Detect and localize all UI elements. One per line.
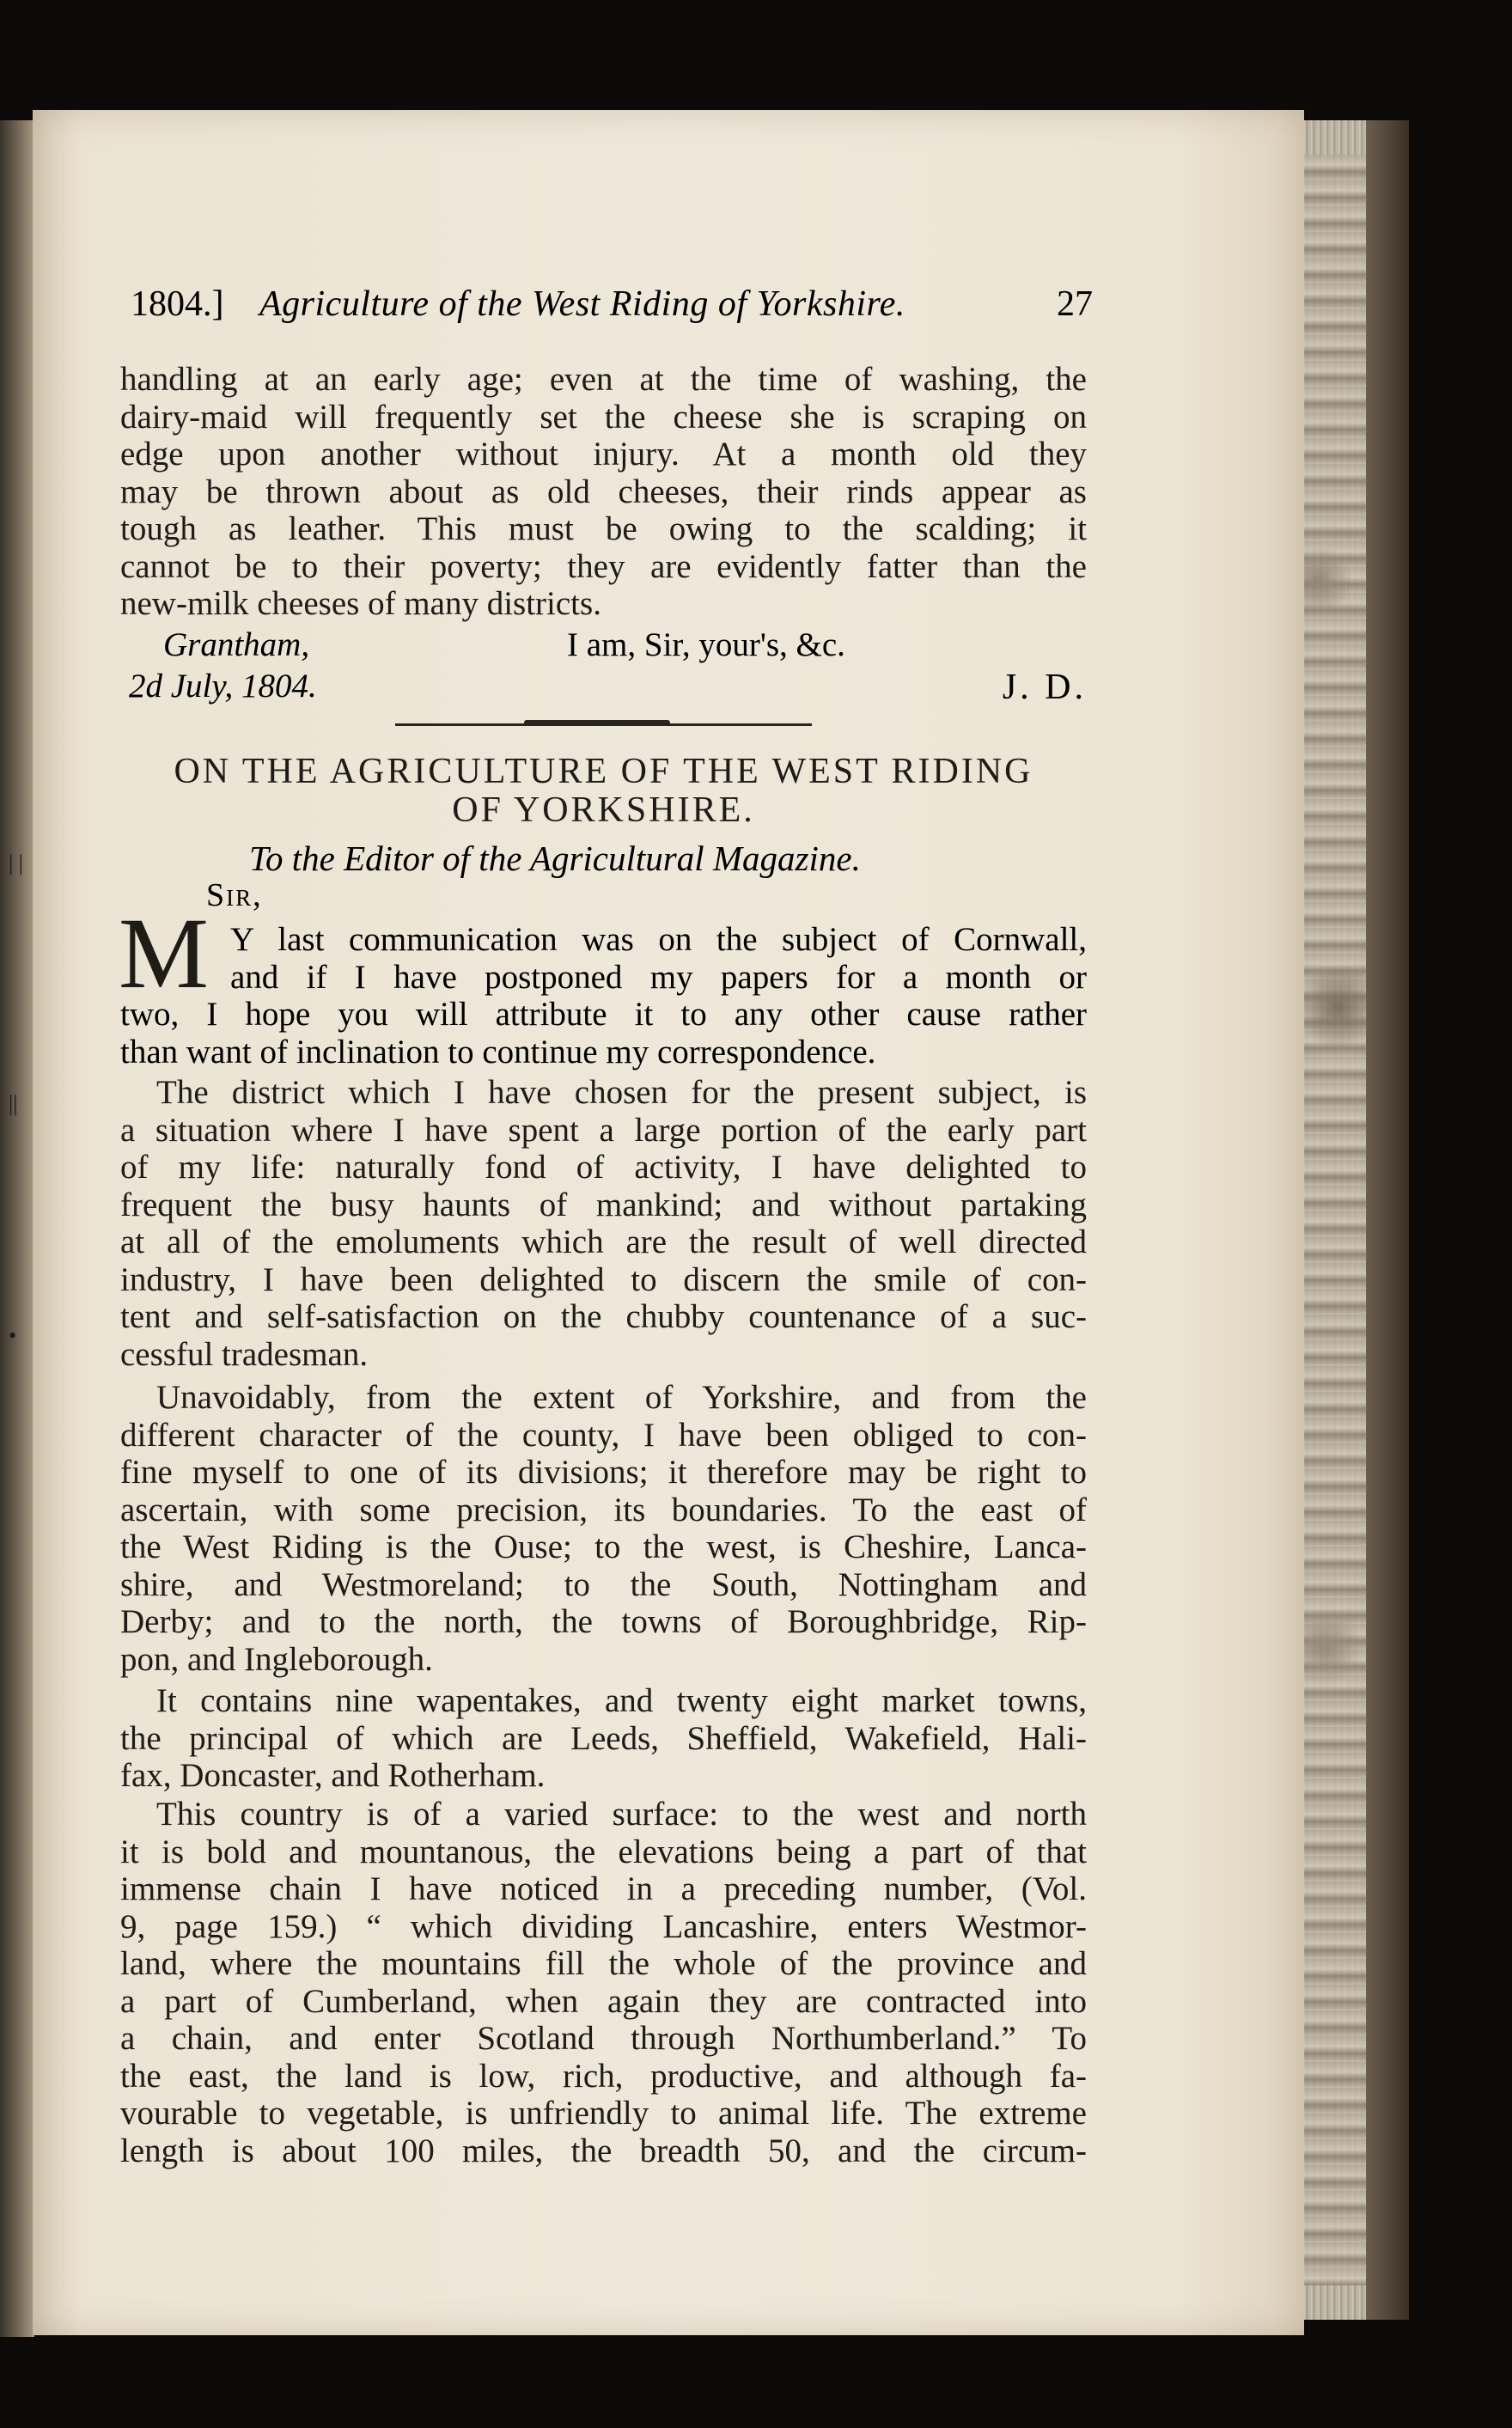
text-line: dairy-maid will frequently set the cheese she is scraping on: [120, 398, 1087, 436]
text-line: handling at an early age; even at the time of washing, the: [120, 361, 1087, 398]
text-line: cessful tradesman.: [120, 1335, 369, 1373]
text-line: It contains nine wapentakes, and twenty eight market towns,: [156, 1682, 1087, 1719]
paragraph-2: [120, 1074, 1087, 1373]
text-line: Derby; and to the north, the towns of Boroughbridge, Rip-: [120, 1603, 1087, 1640]
text-line: industry, I have been delighted to discern the smile of con-: [120, 1260, 1087, 1298]
text-line: Unavoidably, from the extent of Yorkshire, and from the: [156, 1379, 1087, 1416]
text-line: new-milk cheeses of many districts.: [120, 585, 601, 622]
text-line: than want of inclination to continue my correspondence.: [120, 1033, 876, 1071]
paragraph-4: [120, 1682, 1087, 1795]
text-line: length is about 100 miles, the breadth 50, and the circum-: [120, 2132, 1087, 2169]
running-title: Agriculture of the West Riding of Yorkshire.: [259, 284, 905, 324]
text-line: two, I hope you will attribute it to any other cause rather: [120, 996, 1087, 1033]
text-line: at all of the emoluments which are the result of well directed: [120, 1223, 1087, 1260]
greeting: Sir,: [206, 877, 263, 913]
text-line: may be thrown about as old cheeses, their rinds appear as: [120, 473, 1087, 510]
text-line: land, where the mountains fill the whole of the province and: [120, 1945, 1087, 1982]
text-line: This country is of a varied surface: to the west and north: [156, 1796, 1087, 1833]
page-number: 27: [1057, 284, 1093, 324]
margin-mark: ||: [9, 1091, 18, 1116]
text-line: tough as leather. This must be owing to the scalding; it: [120, 510, 1087, 547]
text-line: Y last communication was on the subject of Cornwall,: [230, 921, 1087, 958]
signature-row-2: [120, 667, 1087, 706]
text-line: the east, the land is low, rich, productive, and although fa-: [120, 2057, 1087, 2095]
text-line: fine myself to one of its divisions; it therefore may be right to: [120, 1454, 1087, 1491]
text-line: a situation where I have spent a large portion of the early part: [120, 1111, 1087, 1149]
running-header: [131, 284, 1093, 335]
paragraph-1: [120, 921, 1087, 1071]
text-line: a part of Cumberland, when again they are contracted into: [120, 1982, 1087, 2020]
text-line: pon, and Ingleborough.: [120, 1640, 433, 1678]
text-line: tent and self-satisfaction on the chubby countenance of a suc-: [120, 1298, 1087, 1335]
signature-salutation: I am, Sir, your's, &c.: [567, 626, 845, 663]
text-line: ascertain, with some precision, its boundaries. To the east of: [120, 1491, 1087, 1528]
margin-mark: | |: [9, 851, 23, 875]
text-line: cannot be to their poverty; they are evidently fatter than the: [120, 547, 1087, 585]
text-line: different character of the county, I have been obliged to con-: [120, 1416, 1087, 1454]
paragraph-3: [120, 1379, 1087, 1678]
article-heading-line-2: OF YORKSHIRE.: [452, 790, 755, 830]
signature-date: 2d July, 1804.: [129, 668, 317, 705]
text-line: 9, page 159.) “ which dividing Lancashire, enters Westmor-: [120, 1907, 1087, 1945]
signature-place: Grantham,: [163, 626, 310, 663]
marbled-edge: [1297, 155, 1366, 2285]
article-heading-line-1: ON THE AGRICULTURE OF THE WEST RIDING: [174, 752, 1033, 791]
continued-paragraph: [120, 361, 1087, 623]
book-cover-edge: [1366, 120, 1409, 2320]
text-line: the West Riding is the Ouse; to the west, is Cheshire, Lanca-: [120, 1528, 1087, 1565]
signature-row-1: [120, 625, 1087, 665]
addressee-line: To the Editor of the Agricultural Magazine.: [249, 839, 861, 878]
drop-cap: M: [119, 897, 209, 1010]
text-line: vourable to vegetable, is unfriendly to animal life. The extreme: [120, 2095, 1087, 2132]
text-line: fax, Doncaster, and Rotherham.: [120, 1757, 546, 1794]
previous-page-edge: [0, 120, 34, 2337]
margin-mark: •: [9, 1323, 17, 1348]
header-year: 1804.]: [131, 284, 224, 324]
text-line: the principal of which are Leeds, Sheffield, Wakefield, Hali-: [120, 1719, 1087, 1757]
text-line: and if I have postponed my papers for a month or: [230, 958, 1087, 996]
paragraph-5: [120, 1796, 1087, 2169]
signature-initials: J. D.: [1002, 668, 1087, 707]
text-line: it is bold and mountanous, the elevations being a part of that: [120, 1833, 1087, 1870]
text-line: a chain, and enter Scotland through Northumberland.” To: [120, 2020, 1087, 2057]
text-line: shire, and Westmoreland; to the South, Nottingham and: [120, 1565, 1087, 1603]
text-line: The district which I have chosen for the present subject, is: [156, 1074, 1087, 1111]
text-line: immense chain I have noticed in a preceding number, (Vol.: [120, 1870, 1087, 1907]
text-line: edge upon another without injury. At a month old they: [120, 436, 1087, 473]
text-line: frequent the busy haunts of mankind; and without partaking: [120, 1186, 1087, 1223]
section-divider-ornament: [524, 720, 670, 725]
text-line: of my life: naturally fond of activity, I have delighted to: [120, 1149, 1087, 1186]
